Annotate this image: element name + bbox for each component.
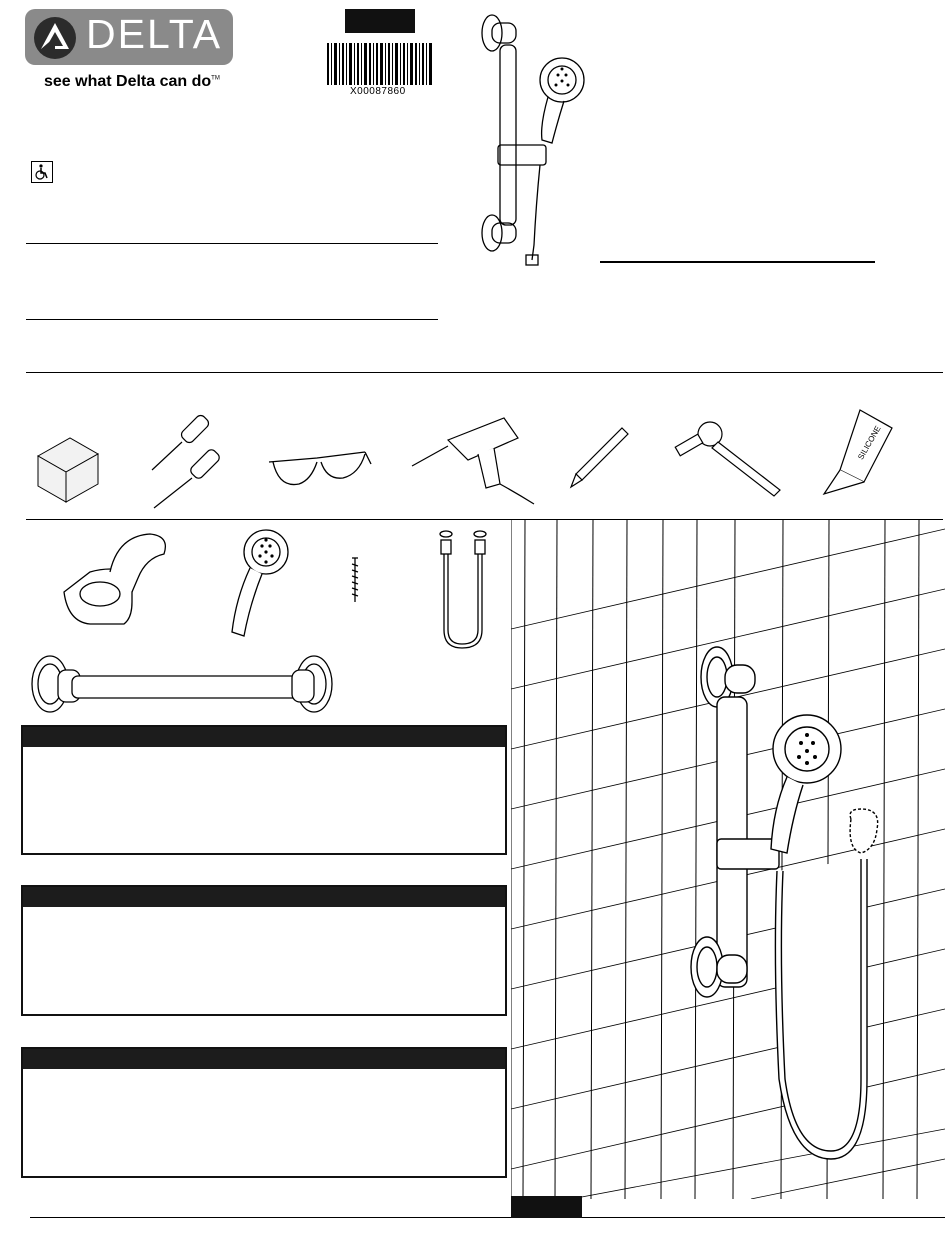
barcode xyxy=(327,43,435,85)
ratchet-wrench-icon xyxy=(670,416,788,498)
warning-header xyxy=(23,887,505,907)
accessibility-icon xyxy=(31,161,53,183)
part-number: X00087860 xyxy=(350,86,406,97)
divider xyxy=(26,319,438,320)
product-illustration xyxy=(470,5,590,270)
hose-icon xyxy=(432,530,500,652)
brand-tagline: see what Delta can do™ xyxy=(44,73,220,90)
divider xyxy=(26,372,943,373)
box-icon xyxy=(34,432,102,504)
brand-name: DELTA xyxy=(86,11,223,57)
warning-header xyxy=(23,1049,505,1069)
warning-box xyxy=(21,1047,507,1178)
divider xyxy=(30,1217,945,1218)
delta-triangle-icon xyxy=(32,15,78,61)
screwdrivers-icon xyxy=(140,408,232,512)
page-tab xyxy=(511,1196,582,1218)
divider xyxy=(600,261,875,263)
handshower-holder-icon xyxy=(60,532,172,628)
warning-box xyxy=(21,725,507,855)
warning-box xyxy=(21,885,507,1016)
warning-header xyxy=(23,727,505,747)
model-number-box xyxy=(345,9,415,33)
handshower-icon xyxy=(220,528,292,646)
divider xyxy=(26,243,438,244)
installation-illustration xyxy=(511,519,945,1199)
pencil-icon xyxy=(568,426,630,490)
power-drill-icon xyxy=(408,410,538,506)
safety-glasses-icon xyxy=(265,448,373,494)
screw-icon xyxy=(348,556,362,606)
grab-bar-icon xyxy=(28,652,340,714)
silicone-tube-icon xyxy=(820,406,896,498)
svg-text:SILICONE: SILICONE xyxy=(856,424,883,462)
